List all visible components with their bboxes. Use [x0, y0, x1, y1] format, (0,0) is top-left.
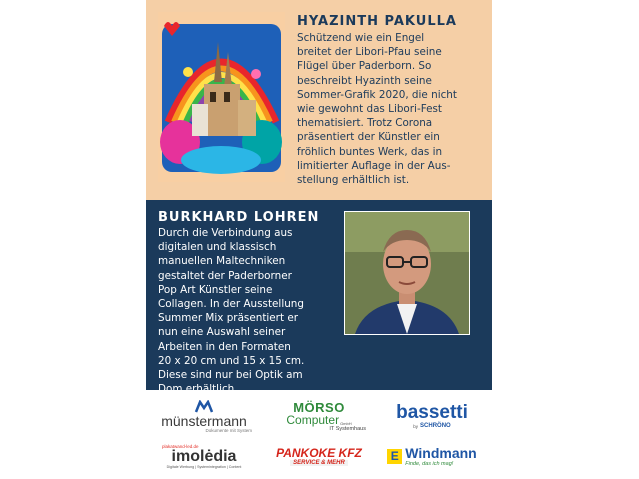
- text-line: gestaltet der Paderborner: [158, 269, 292, 282]
- logo-tagline: Finde, das ich mag!: [405, 460, 454, 467]
- text-line: wie gewohnt das Libori-Fest: [297, 103, 442, 116]
- logo-tagline: IT Systemhaus: [329, 425, 366, 432]
- text-line: 20 x 20 cm und 15 x 15 cm.: [158, 354, 305, 367]
- logo-name: bassetti: [396, 402, 468, 423]
- text-line: beschreibt Hyazinth seine: [297, 74, 432, 87]
- logo-bassetti: [380, 396, 484, 436]
- edeka-e-icon: E: [387, 449, 402, 464]
- text-line: Summer Mix präsentiert er: [158, 312, 298, 325]
- logo-tagline: Digitale Werbung | Systemintegration | Content: [166, 464, 242, 469]
- text-line: thematisiert. Trotz Corona: [297, 117, 433, 130]
- logo-name: imolėdia: [171, 447, 237, 465]
- text-line: limitierter Auflage in der Aus-: [297, 159, 451, 172]
- text-line: Collagen. In der Ausstellung: [158, 298, 304, 311]
- logo-edeka-windmann: [380, 438, 484, 474]
- artist-name-heading: HYAZINTH PAKULLA: [297, 14, 457, 29]
- logo-name: münstermann: [161, 412, 247, 429]
- text-line: breitet der Libori-Pfau seine: [297, 46, 442, 59]
- logo-moerso: [264, 398, 374, 434]
- logo-tagline: SERVICE & MEHR: [290, 460, 348, 466]
- text-line: Arbeiten in den Formaten: [158, 340, 291, 353]
- artist-description: [297, 31, 487, 187]
- text-line: fröhlich buntes Werk, das in: [297, 145, 443, 158]
- logo-imoledia: [152, 438, 256, 474]
- logo-name: MÖRSO: [293, 399, 345, 415]
- logo-muenstermann: [152, 398, 256, 434]
- text-line: Schützend wie ein Engel: [297, 32, 425, 44]
- sponsor-logos: [146, 390, 492, 479]
- muenstermann-mark-icon: [194, 400, 214, 414]
- text-line: Sommer-Grafik 2020, die nicht: [297, 88, 457, 101]
- text-line: präsentiert der Künstler ein: [297, 131, 440, 144]
- artist-section-lohren: [146, 200, 492, 390]
- logo-name: Windmann: [405, 444, 477, 461]
- artist-name-heading: BURKHARD LOHREN: [158, 210, 320, 225]
- logo-sub: SCHRÖNO: [420, 423, 451, 429]
- text-line: Pop Art Künstler seine: [158, 283, 273, 296]
- logo-name: PANKOKE KFZ: [276, 445, 362, 460]
- text-line: Durch die Verbindung aus: [158, 227, 293, 239]
- logo-top: plakatwand-led.de: [162, 443, 199, 449]
- text-line: digitalen und klassisch: [158, 241, 277, 254]
- flyer-card: [146, 0, 492, 479]
- logo-name-secondary: Computer: [286, 412, 340, 427]
- artist-description: [158, 226, 348, 396]
- text-line: stellung erhältlich ist.: [297, 174, 410, 187]
- peacock-artwork: [158, 12, 285, 182]
- logo-pankoke: [264, 438, 374, 474]
- text-line: manuellen Maltechniken: [158, 255, 286, 268]
- text-line: nun eine Auswahl seiner: [158, 326, 286, 339]
- artist-portrait-photo: [344, 211, 470, 335]
- text-line: Flügel über Paderborn. So: [297, 60, 432, 73]
- logo-suffix: GmbH: [340, 420, 352, 426]
- logo-by: by: [413, 423, 419, 429]
- artist-section-pakulla: [146, 0, 492, 200]
- logo-tagline: Dokumente mit System: [205, 427, 252, 433]
- text-line: Diese sind nur bei Optik am: [158, 369, 303, 382]
